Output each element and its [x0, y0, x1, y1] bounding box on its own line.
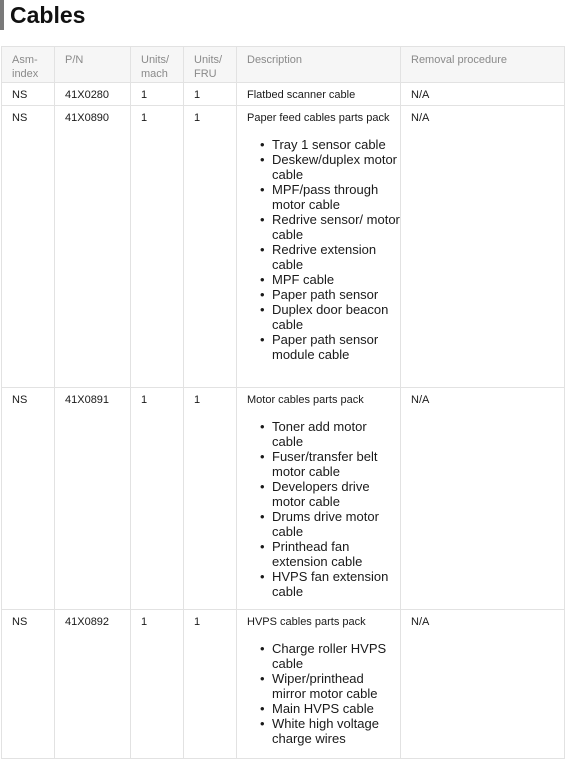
list-item: • HVPS fan extension cable — [272, 569, 400, 599]
cell-part-number: 41X0280 — [55, 83, 131, 106]
cell-removal-procedure: N/A — [401, 388, 565, 610]
cell-asm-index: NS — [2, 388, 55, 610]
list-item: • MPF/pass through motor cable — [272, 182, 400, 212]
header-description: Description — [237, 47, 401, 83]
list-item: • Paper path sensor module cable — [272, 332, 400, 362]
list-item: • Printhead fan extension cable — [272, 539, 400, 569]
cell-units-fru: 1 — [184, 388, 237, 610]
cell-part-number: 41X0891 — [55, 388, 131, 610]
list-item: • Wiper/printhead mirror motor cable — [272, 671, 400, 701]
cell-units-mach: 1 — [131, 388, 184, 610]
description-text: Paper feed cables parts pack — [247, 112, 390, 124]
cell-units-mach: 1 — [131, 106, 184, 388]
cell-asm-index: NS — [2, 83, 55, 106]
list-item: • Redrive sensor/ motor cable — [272, 212, 400, 242]
cell-removal-procedure: N/A — [401, 83, 565, 106]
list-item: • MPF cable — [272, 272, 400, 287]
header-removal-procedure: Removal procedure — [401, 47, 565, 83]
table-row — [2, 610, 565, 759]
cell-description — [237, 83, 401, 106]
cell-asm-index: NS — [2, 610, 55, 759]
subparts-list — [247, 419, 400, 599]
table-row — [2, 106, 565, 388]
cables-table — [1, 46, 565, 759]
list-item: • Fuser/transfer belt motor cable — [272, 449, 400, 479]
list-item: • Paper path sensor — [272, 287, 400, 302]
cell-removal-procedure: N/A — [401, 106, 565, 388]
list-item: • Drums drive motor cable — [272, 509, 400, 539]
description-text: HVPS cables parts pack — [247, 616, 366, 628]
cell-units-fru: 1 — [184, 106, 237, 388]
header-part-number: P/N — [55, 47, 131, 83]
list-item: • Charge roller HVPS cable — [272, 641, 400, 671]
cell-description — [237, 388, 401, 610]
list-item: • Deskew/duplex motor cable — [272, 152, 400, 182]
cell-description — [237, 610, 401, 759]
list-item: • Developers drive motor cable — [272, 479, 400, 509]
list-item: • Redrive extension cable — [272, 242, 400, 272]
cell-units-fru: 1 — [184, 83, 237, 106]
table-header-row — [2, 47, 565, 83]
list-item: • White high voltage charge wires — [272, 716, 400, 746]
cell-part-number: 41X0890 — [55, 106, 131, 388]
cell-removal-procedure: N/A — [401, 610, 565, 759]
subparts-list — [247, 137, 400, 362]
table-row — [2, 388, 565, 610]
list-item: • Tray 1 sensor cable — [272, 137, 400, 152]
page-title: Cables — [0, 0, 85, 30]
cell-part-number: 41X0892 — [55, 610, 131, 759]
cell-units-fru: 1 — [184, 610, 237, 759]
description-text: Flatbed scanner cable — [247, 89, 356, 101]
table-row — [2, 83, 565, 106]
cell-asm-index: NS — [2, 106, 55, 388]
list-item: • Toner add motor cable — [272, 419, 400, 449]
cell-units-mach: 1 — [131, 610, 184, 759]
list-item: • Main HVPS cable — [272, 701, 400, 716]
list-item: • Duplex door beacon cable — [272, 302, 400, 332]
cell-description — [237, 106, 401, 388]
subparts-list — [247, 641, 400, 746]
cell-units-mach: 1 — [131, 83, 184, 106]
header-asm-index: Asm- index — [2, 47, 55, 83]
header-units-mach: Units/ mach — [131, 47, 184, 83]
header-units-fru: Units/ FRU — [184, 47, 237, 83]
description-text: Motor cables parts pack — [247, 394, 364, 406]
